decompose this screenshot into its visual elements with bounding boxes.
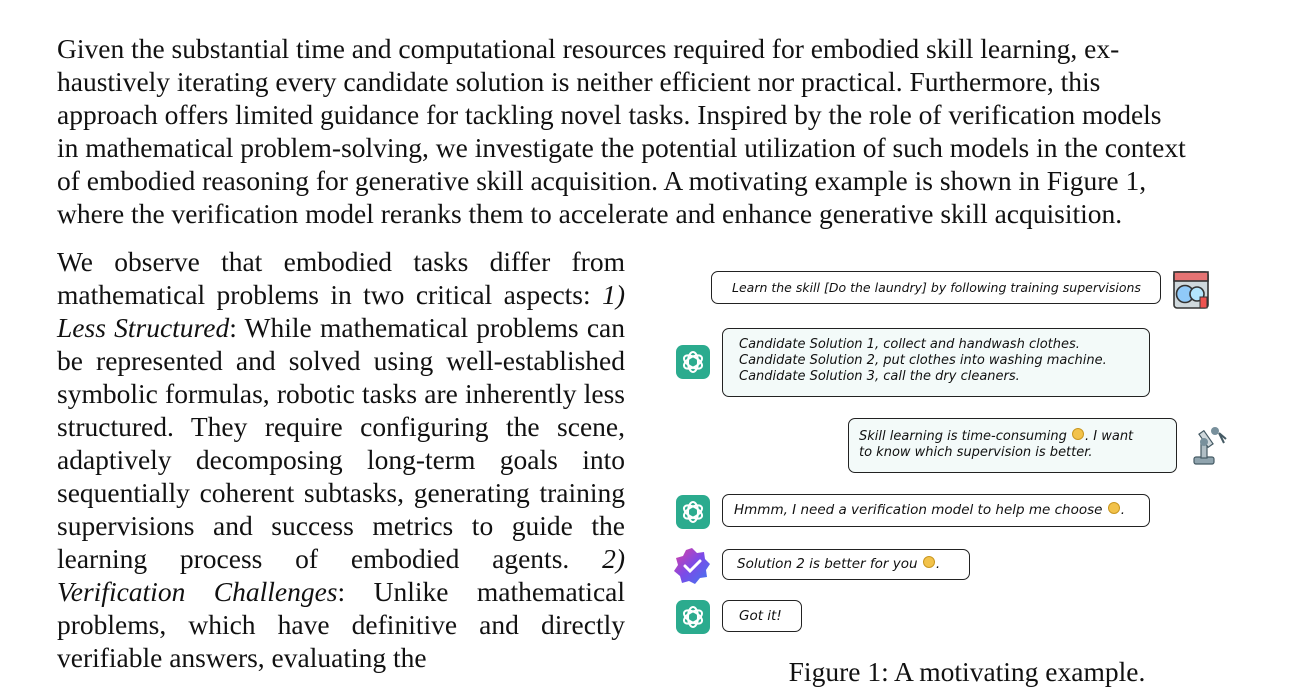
paragraph-line: where the verification model reranks them to accelerate and enhance generative skill acquisition. [57,198,1123,229]
paragraph-line: approach offers limited guidance for tackling novel tasks. Inspired by the role of verification models [57,99,1162,130]
wink-emoji-icon [923,556,935,568]
intro-paragraph [57,32,1247,230]
skill-text-1-end: . I want [1084,429,1134,444]
verification-need-bubble [722,494,1150,527]
paragraph-line: in mathematical problem-solving, we investigate the potential utilization of such models in the context [57,132,1186,163]
verifier-answer-bubble [722,549,970,580]
observation-paragraph [57,245,625,674]
candidate-solutions-bubble [722,328,1150,397]
aspect-1-label: 1) Less Structured [57,279,625,343]
got-it-bubble [722,600,802,632]
solution-text-end: . [935,556,941,572]
skill-question-bubble [848,418,1177,473]
hmm-text: Hmmm, I need a verification model to help me choose [734,502,1103,518]
washing-machine-icon [1171,266,1211,310]
thinking-emoji-icon [1108,502,1120,514]
candidate-line: Candidate Solution 1, collect and handwash clothes. [739,337,1080,352]
aspect-2-label: 2) Verification Challenges [57,543,625,607]
paragraph-line: of embodied reasoning for generative skill acquisition. A motivating example is shown in Figure 1, [57,165,1147,196]
chatgpt-logo-icon [676,345,710,379]
solution-text: Solution 2 is better for you [737,556,918,572]
hmm-text-end: . [1120,502,1126,518]
chatgpt-logo-icon [676,495,710,529]
skill-text-1: Skill learning is time-consuming [859,429,1067,444]
skill-text-2: to know which supervision is better. [859,445,1093,460]
got-it-text: Got it! [739,608,782,624]
paragraph-intro: We observe that embodied tasks differ from mathematical problems in two critical aspects: [57,246,625,310]
aspect-1-text: : While mathematical problems can be represented and solved using well-established symbolic formulas, robotic tasks are inherently less structured. They require configuring the scene, adaptively decomposing long-term goals into sequentially coherent subtasks, generating training supervisions and success metrics to guide the learning process of embodied agents. [57,312,626,574]
prompt-text: Learn the skill [Do the laundry] by following training supervisions [732,280,1141,295]
chatgpt-logo-icon [676,600,710,634]
robot-arm-icon [1186,421,1232,467]
candidate-line: Candidate Solution 3, call the dry cleaners. [739,369,1020,384]
paragraph-line: haustively iterating every candidate solution is neither efficient nor practical. Furthermore, this [57,66,1101,97]
figure-1 [660,255,1305,687]
candidate-line: Candidate Solution 2, put clothes into washing machine. [739,353,1107,368]
verified-badge-icon [672,546,712,586]
aspect-2-text: : Unlike mathematical problems, which have definitive and directly verifiable answers, evaluating the [57,576,625,673]
figure-caption: Figure 1: A motivating example. [788,656,1146,687]
sweat-smile-emoji-icon [1072,428,1084,440]
prompt-bubble [711,271,1161,304]
paragraph-line: Given the substantial time and computational resources required for embodied skill learning, ex- [57,33,1120,64]
